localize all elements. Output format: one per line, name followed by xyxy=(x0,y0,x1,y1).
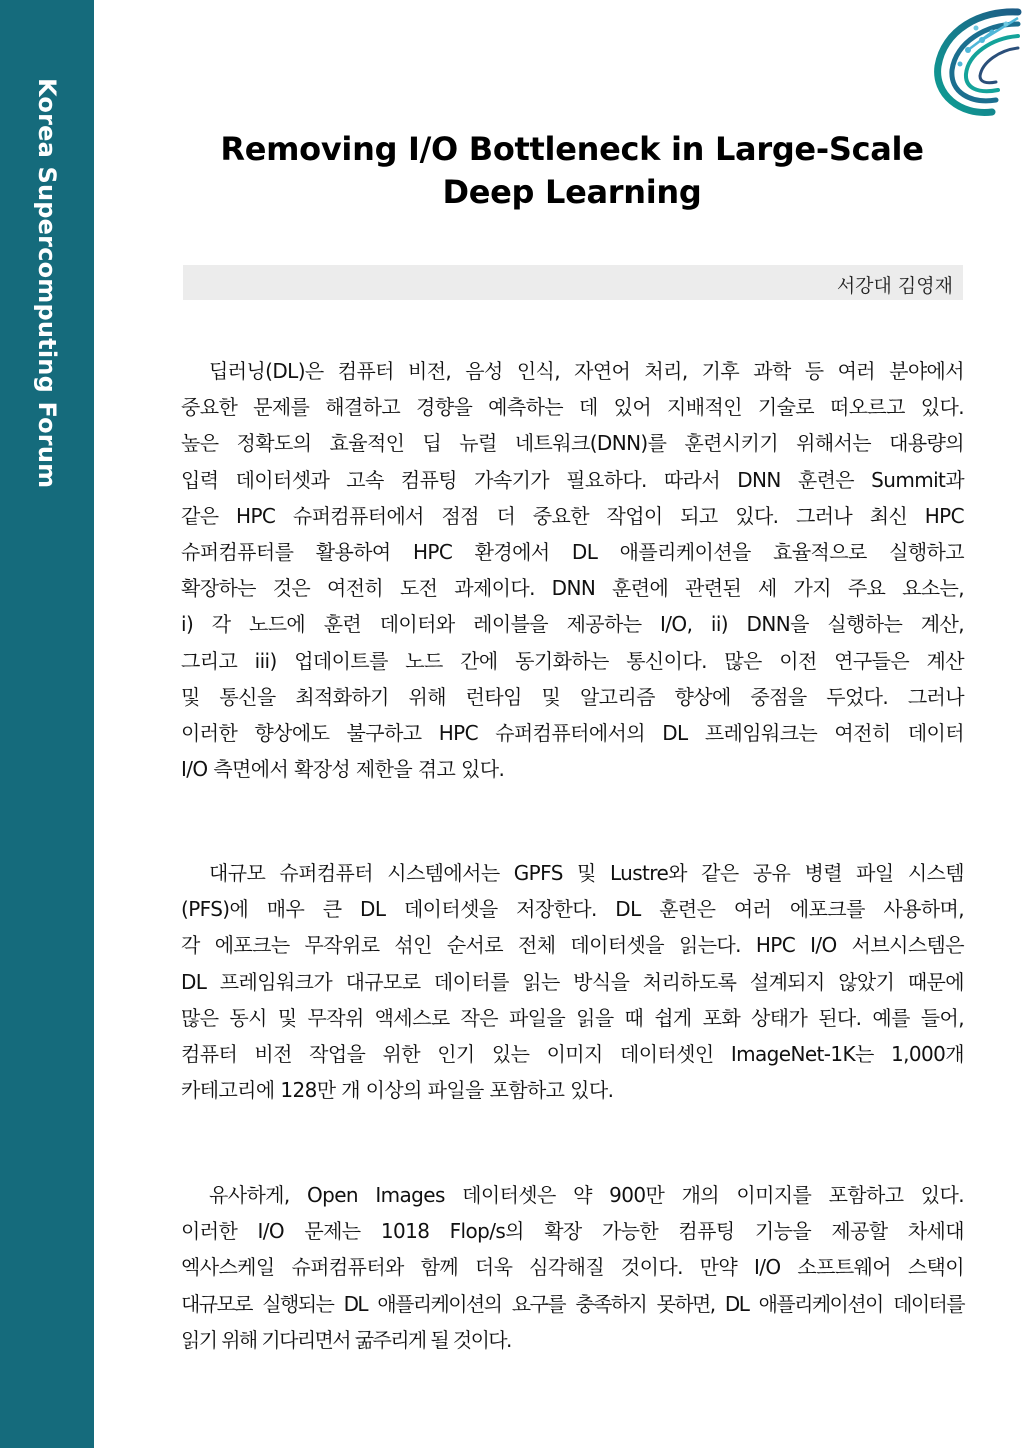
page-title xyxy=(180,128,964,214)
sidebar-label: Korea Supercomputing Forum xyxy=(33,78,61,489)
paragraph-line: i) 각 노드에 훈련 데이터와 레이블을 제공하는 I/O, ii) DNN을 실행하는 계산, xyxy=(181,612,964,637)
author-name: 서강대 김영재 xyxy=(836,275,953,297)
paragraph-line: 각 에포크는 무작위로 섞인 순서로 전체 데이터셋을 읽는다. HPC I/O 서브시스템은 xyxy=(181,933,964,958)
paragraph-line: 엑사스케일 슈퍼컴퓨터와 함께 더욱 심각해질 것이다. 만약 I/O 소프트웨어 스택이 xyxy=(181,1255,964,1280)
paragraph-line: 컴퓨터 비전 작업을 위한 인기 있는 이미지 데이터셋인 ImageNet-1K는 1,000개 xyxy=(181,1042,964,1067)
paragraph-line: 같은 HPC 슈퍼컴퓨터에서 점점 더 중요한 작업이 되고 있다. 그러나 최신 HPC xyxy=(181,503,964,528)
paragraph-line: DL 프레임워크가 대규모로 데이터를 읽는 방식을 처리하도록 설계되지 않았기 때문에 xyxy=(181,969,964,994)
paragraph-line: 입력 데이터셋과 고속 컴퓨팅 가속기가 필요하다. 따라서 DNN 훈련은 Summit과 xyxy=(181,467,964,492)
title-line-1: Removing I/O Bottleneck in Large-Scale xyxy=(220,130,924,168)
paragraph-line: 이러한 I/O 문제는 1018 Flop/s의 확장 가능한 컴퓨팅 기능을 제공할 차세대 xyxy=(181,1219,964,1244)
sidebar xyxy=(0,0,94,1448)
paragraph-line: 높은 정확도의 효율적인 딥 뉴럴 네트워크(DNN)를 훈련시키기 위해서는 대용량의 xyxy=(181,431,964,456)
ksf-swirl-logo-icon xyxy=(920,4,1024,120)
paragraph-line: 많은 동시 및 무작위 액세스로 작은 파일을 읽을 때 쉽게 포화 상태가 된다. 예를 들어, xyxy=(181,1005,964,1030)
paragraph-3 xyxy=(181,1177,964,1358)
paragraph-line: I/O 측면에서 확장성 제한을 겪고 있다. xyxy=(181,757,505,782)
paragraph-line: 대규모 슈퍼컴퓨터 시스템에서는 GPFS 및 Lustre와 같은 공유 병렬 파일 시스템 xyxy=(209,861,964,885)
paragraph-line: 중요한 문제를 해결하고 경향을 예측하는 데 있어 지배적인 기술로 떠오르고 있다. xyxy=(181,395,964,420)
paragraph-line: 확장하는 것은 여전히 도전 과제이다. DNN 훈련에 관련된 세 가지 주요 요소는, xyxy=(181,576,964,601)
paragraph-line: 슈퍼컴퓨터를 활용하여 HPC 환경에서 DL 애플리케이션을 효율적으로 실행하고 xyxy=(181,540,964,565)
paragraph-line: 그리고 iii) 업데이트를 노드 간에 동기화하는 통신이다. 많은 이전 연구들은 계산 xyxy=(181,648,964,673)
paragraph-line: 딥러닝(DL)은 컴퓨터 비전, 음성 인식, 자연어 처리, 기후 과학 등 여러 분야에서 xyxy=(209,359,964,383)
author-bar xyxy=(183,265,963,300)
paragraph-1 xyxy=(181,353,964,787)
paragraph-line: 이러한 향상에도 불구하고 HPC 슈퍼컴퓨터에서의 DL 프레임워크는 여전히 데이터 xyxy=(181,721,964,746)
paragraph-line: 및 통신을 최적화하기 위해 런타임 및 알고리즘 향상에 중점을 두었다. 그러나 xyxy=(181,684,964,709)
paragraph-line: 읽기 위해 기다리면서 굶주리게 될 것이다. xyxy=(181,1327,511,1352)
paragraph-line: 카테고리에 128만 개 이상의 파일을 포함하고 있다. xyxy=(181,1078,614,1103)
title-line-2: Deep Learning xyxy=(442,173,702,211)
paragraph-line: 대규모로 실행되는 DL 애플리케이션의 요구를 충족하지 못하면, DL 애플리케이션이 데이터를 xyxy=(181,1291,964,1316)
paragraph-2 xyxy=(181,855,964,1108)
paragraph-line: 유사하게, Open Images 데이터셋은 약 900만 개의 이미지를 포함하고 있다. xyxy=(209,1183,964,1207)
paragraph-line: (PFS)에 매우 큰 DL 데이터셋을 저장한다. DL 훈련은 여러 에포크를 사용하며, xyxy=(181,897,964,922)
